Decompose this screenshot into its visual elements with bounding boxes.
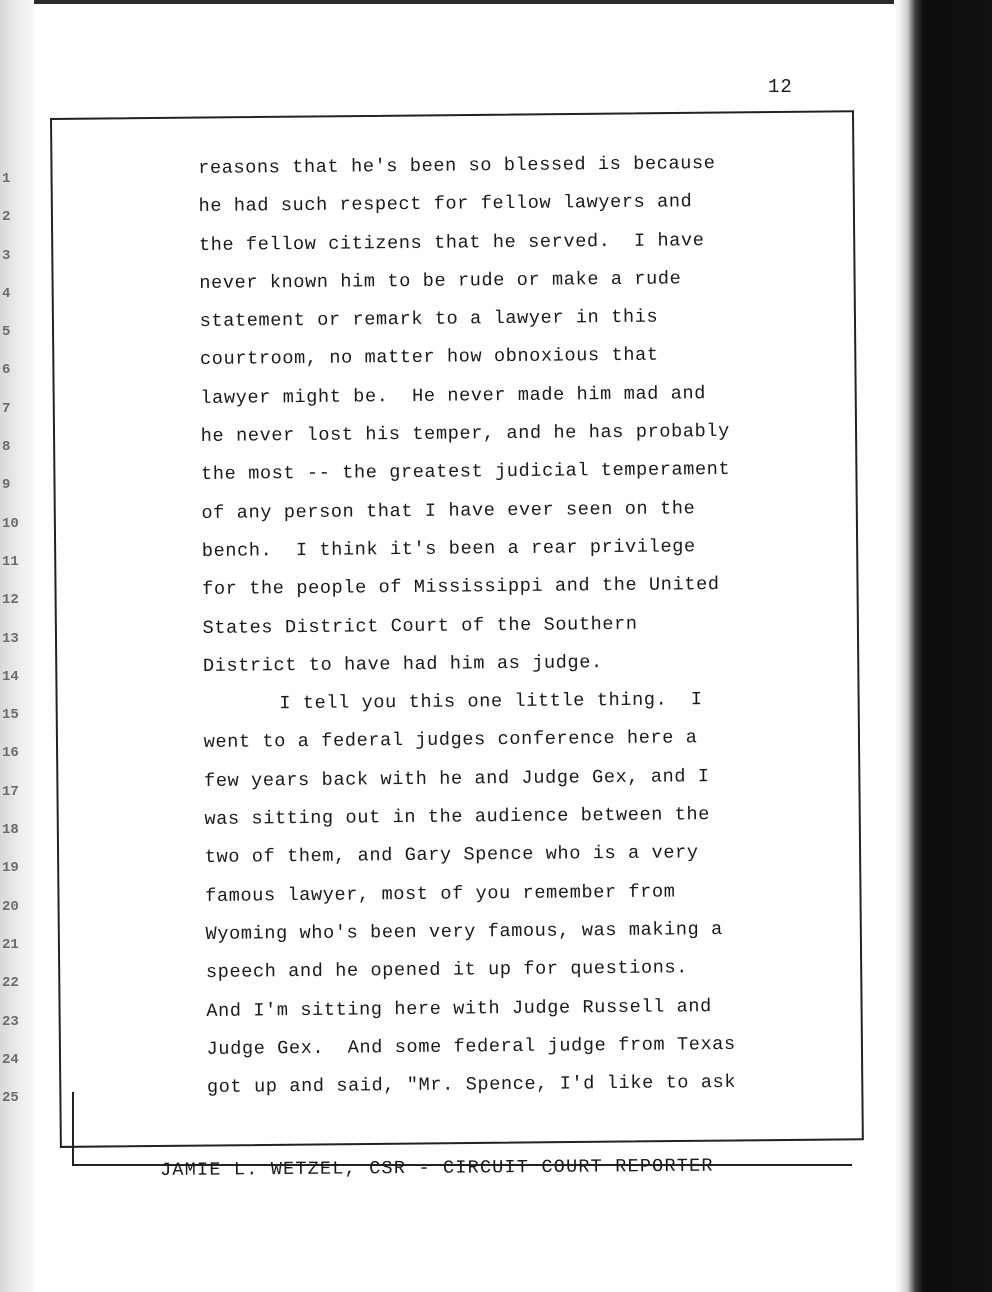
line-number: 25	[2, 1090, 19, 1107]
transcript-line: I tell you this one little thing. I	[279, 689, 703, 715]
line-number: 6	[2, 362, 11, 379]
line-number: 4	[2, 285, 11, 302]
transcript-line: went to a federal judges conference here a	[203, 727, 698, 754]
line-number: 8	[2, 439, 11, 456]
line-number: 11	[2, 553, 19, 570]
transcript-line: Wyoming who's been very famous, was making a	[205, 918, 723, 945]
transcript-line: District to have had him as judge.	[202, 651, 603, 677]
line-number: 24	[2, 1051, 19, 1068]
line-number: 16	[2, 745, 19, 762]
transcript-line: lawyer might be. He never made him mad and	[200, 382, 707, 409]
line-number: 18	[2, 822, 19, 839]
transcript-line: of any person that I have ever seen on the	[201, 497, 696, 524]
line-number: 21	[2, 936, 19, 953]
transcript-line: Judge Gex. And some federal judge from Texas	[206, 1033, 736, 1060]
line-number: 5	[2, 324, 11, 341]
line-number: 20	[2, 898, 19, 915]
transcript-line: was sitting out in the audience between the	[204, 804, 711, 831]
line-number: 1	[2, 171, 11, 187]
transcript-line: speech and he opened it up for questions.	[205, 957, 689, 984]
line-number: 7	[2, 400, 11, 417]
transcript-line: And I'm sitting here with Judge Russell and	[206, 995, 712, 1022]
transcript-line: two of them, and Gary Spence who is a very	[204, 842, 699, 869]
line-number: 10	[2, 515, 19, 532]
line-number: 23	[2, 1013, 19, 1030]
transcript-line: he had such respect for fellow lawyers and	[198, 191, 693, 218]
transcript-line: few years back with he and Judge Gex, and I	[203, 765, 710, 792]
scan-top-edge	[0, 0, 900, 4]
line-number: 15	[2, 707, 19, 724]
transcript-line: never known him to be rude or make a rude	[199, 268, 682, 294]
line-number: 9	[2, 477, 11, 494]
transcript-line: the fellow citizens that he served. I have	[198, 229, 705, 256]
transcript-line: statement or remark to a lawyer in this	[199, 306, 659, 333]
reporter-footer: JAMIE L. WETZEL, CSR - CIRCUIT COURT REPORTER	[160, 1155, 714, 1181]
transcript-line: he never lost his temper, and he has probably	[200, 420, 730, 448]
line-number: 22	[2, 975, 19, 992]
line-number: 2	[2, 209, 11, 226]
line-number: 19	[2, 860, 19, 877]
scan-right-binding-shadow	[894, 0, 992, 1292]
transcript-line: States District Court of the Southern	[202, 613, 638, 639]
transcript-line: bench. I think it's been a rear privilege	[201, 536, 696, 562]
transcript-line: the most -- the greatest judicial temperament	[201, 459, 731, 486]
transcript-line: reasons that he's been so blessed is because	[198, 153, 716, 179]
transcript-line: courtroom, no matter how obnoxious that	[199, 345, 659, 371]
line-number: 13	[2, 630, 19, 647]
transcript-line: for the people of Mississippi and the United	[202, 574, 720, 601]
line-number: 12	[2, 592, 19, 609]
line-number: 14	[2, 668, 19, 685]
line-number: 17	[2, 783, 19, 800]
line-numbers-column	[2, 170, 32, 1127]
transcript-text	[198, 144, 847, 1108]
transcript-line: famous lawyer, most of you remember from	[205, 881, 676, 907]
page-number: 12	[768, 76, 793, 98]
transcript-line: got up and said, "Mr. Spence, I'd like to ask	[206, 1072, 737, 1099]
line-number: 3	[2, 247, 11, 264]
